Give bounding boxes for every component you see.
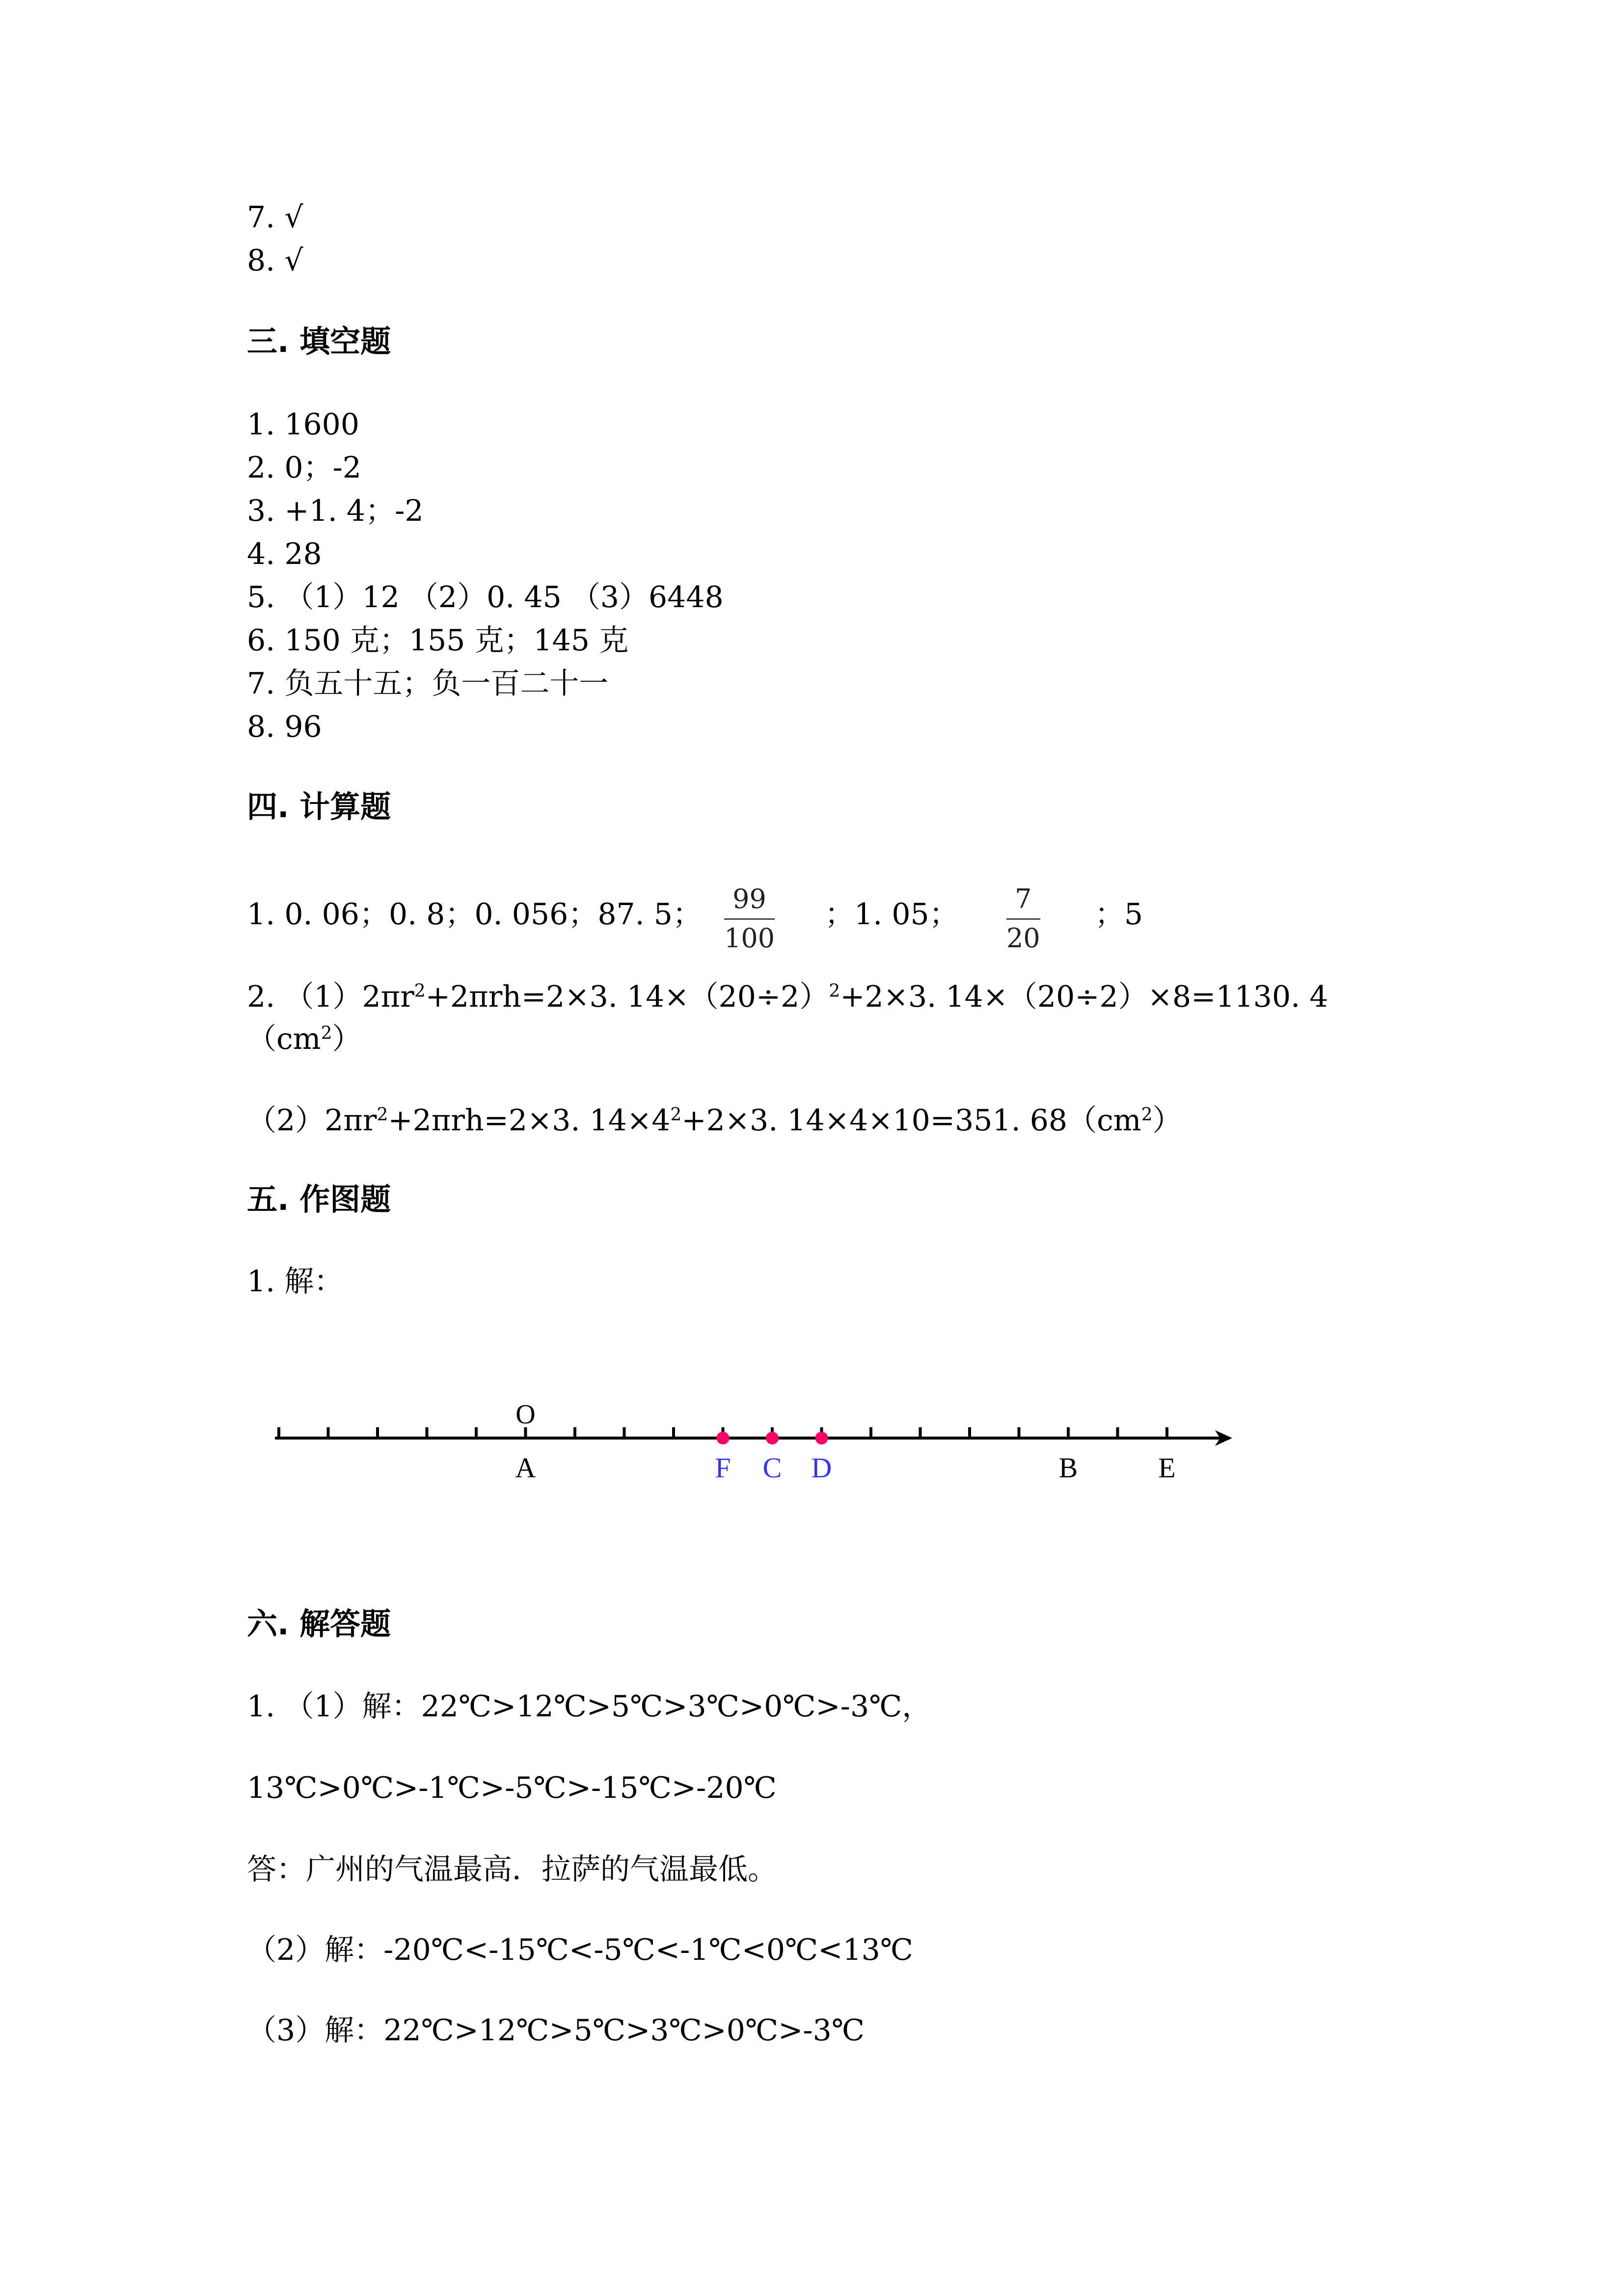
fraction-denominator: 20 — [1006, 922, 1040, 954]
point-label: A — [515, 1452, 536, 1484]
answer-line: （3）解：22℃>12℃>5℃>3℃>0℃>-3℃ — [247, 2013, 865, 2048]
fraction — [724, 883, 775, 955]
answer-line: 答：广州的气温最高．拉萨的气温最低。 — [247, 1852, 777, 1887]
number-line-diagram — [270, 1379, 1252, 1507]
point-label: C — [762, 1452, 782, 1484]
answer-line: 4. 28 — [247, 537, 322, 571]
answer-line: 8. √ — [247, 243, 303, 278]
answer-line: 13℃>0℃>-1℃>-5℃>-15℃>-20℃ — [247, 1771, 777, 1805]
answer-line: 2. 0；-2 — [247, 451, 361, 485]
answer-line: 5. （1）12 （2）0. 45 （3）6448 — [247, 580, 724, 614]
section-heading: 六. 解答题 — [247, 1606, 391, 1642]
point-label: F — [715, 1452, 731, 1484]
formula-line: $(2)2\pi r^2+2\pi rh=2\times 3$. $14\times 4^2+2\times 3$. 14×4×10=351. $68(cm^2)$ — [247, 1103, 1182, 1138]
origin-label: O — [515, 1399, 536, 1430]
answer-line: 7. √ — [247, 200, 303, 235]
answer-line: ；1. 05； — [825, 897, 959, 932]
fraction-denominator: 100 — [724, 922, 775, 954]
section-heading: 三. 填空题 — [247, 323, 391, 359]
answer-line: 3. +1. 4；-2 — [247, 494, 424, 528]
fraction-numerator: 7 — [1015, 883, 1032, 914]
formula-line: 2. $(1)2\pi r^2+2\pi rh=2\times 3$. $14\times(20\div 2)^2+2\times 3$. 14×（20÷2）×8=1130. 4 — [247, 980, 1328, 1014]
section-heading: 五. 作图题 — [247, 1181, 391, 1217]
fraction — [1006, 883, 1040, 955]
fraction-bar — [1006, 918, 1040, 920]
answer-line: ；5 — [1095, 897, 1143, 932]
point-label: D — [811, 1452, 832, 1484]
point-label: E — [1158, 1452, 1176, 1484]
answer-line: （2）解：-20℃<-15℃<-5℃<-1℃<0℃<13℃ — [247, 1933, 913, 1967]
formula-line: $(cm^2)$ — [247, 1022, 362, 1056]
answer-line: 1. 0. 06；0. 8；0. 056；87. 5； — [247, 897, 702, 932]
point-label: B — [1058, 1452, 1078, 1484]
fraction-bar — [724, 918, 775, 920]
answer-line: 8. 96 — [247, 710, 322, 744]
section-heading: 四. 计算题 — [247, 789, 391, 825]
answer-line: 1. 解： — [247, 1264, 344, 1299]
marked-point — [766, 1432, 779, 1444]
number-line-labels — [515, 1452, 1176, 1484]
answer-line: 1. （1）解：22℃>12℃>5℃>3℃>0℃>-3℃， — [247, 1689, 932, 1724]
answer-line: 1. 1600 — [247, 407, 360, 442]
answer-line: 6. 150 克；155 克；145 克 — [247, 623, 629, 658]
answer-line: 7. 负五十五；负一百二十一 — [247, 667, 609, 701]
fraction-numerator: 99 — [732, 883, 766, 914]
marked-point — [717, 1432, 730, 1444]
marked-point — [815, 1432, 828, 1444]
